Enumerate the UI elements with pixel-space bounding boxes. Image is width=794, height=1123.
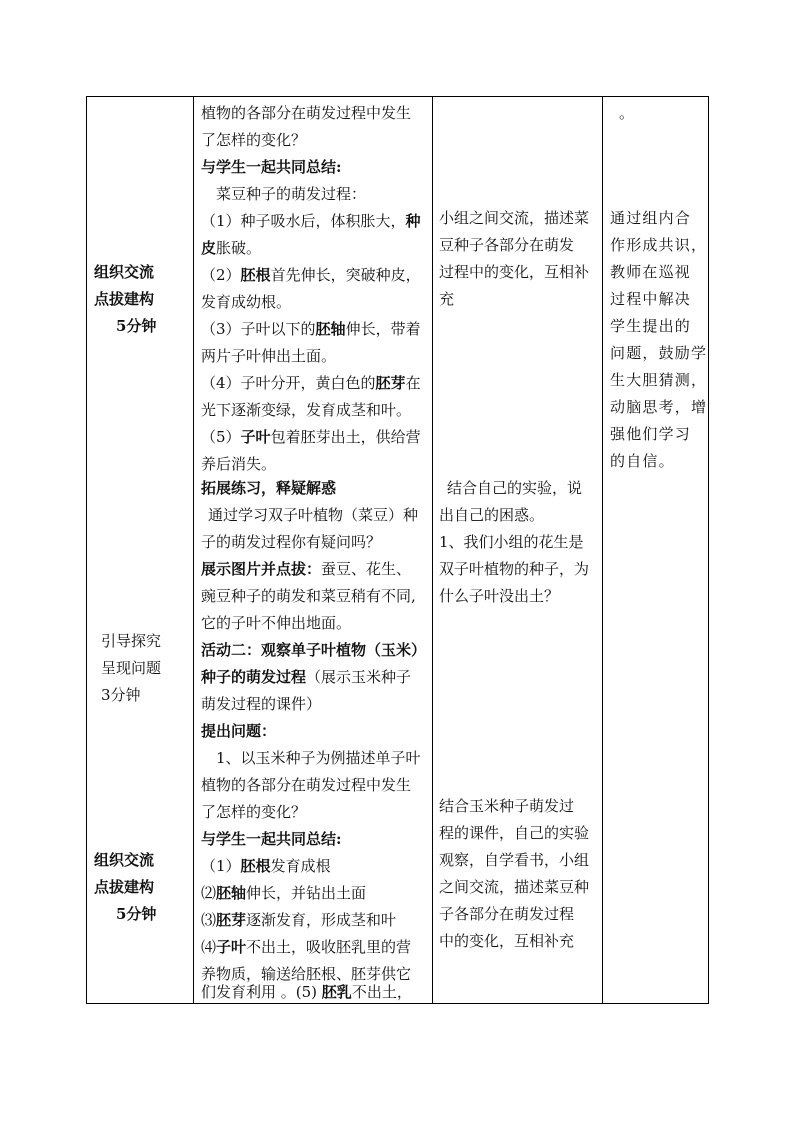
- text-line: 发育成幼根。: [201, 293, 292, 311]
- section-heading: 拓展练习，释疑解惑: [201, 479, 337, 497]
- text-line: 皮胀破。: [201, 239, 262, 257]
- section-heading: 活动二：观察单子叶植物（玉米）: [201, 641, 427, 659]
- text-line: 们发育利用 。(5) 胚乳不出土，: [201, 983, 412, 1001]
- text-line: 豆种子各部分在萌发: [439, 236, 575, 254]
- text-line: 光下逐渐变绿，发育成茎和叶。: [201, 401, 412, 419]
- text-line: （4）子叶分开，黄白色的胚芽在: [201, 374, 421, 392]
- text-line: 养后消失。: [201, 455, 277, 473]
- text-line: 通过组内合: [610, 209, 692, 227]
- text-line: 观察，自学看书，小组: [439, 851, 590, 869]
- section-heading: 与学生一起共同总结:: [201, 830, 342, 848]
- text-line: 植物的各部分在萌发过程中发生: [201, 104, 412, 122]
- text-line: 结合自己的实验，说: [447, 479, 583, 497]
- text-line: ⑵胚轴伸长，并钻出土面: [201, 884, 367, 902]
- text-line: （1）种子吸水后，体积胀大，种: [201, 212, 421, 230]
- text-line: 1、以玉米种子为例描述单子叶: [216, 749, 421, 767]
- column-divider: [193, 97, 194, 1003]
- text-line: 豌豆种子的萌发和菜豆稍有不同,: [201, 587, 416, 605]
- text-line: 。: [619, 104, 636, 122]
- text-line: 的自信。: [610, 452, 675, 470]
- text-line: 充: [439, 290, 455, 308]
- text-line: 教师在巡视: [610, 263, 692, 281]
- text-line: 程的课件，自己的实验: [439, 824, 590, 842]
- text-line: 子的萌发过程你有疑问吗？: [201, 533, 382, 551]
- section-heading: 提出问题：: [201, 722, 277, 740]
- stage-label: 点拔建构: [94, 878, 155, 896]
- text-line: 强他们学习: [610, 425, 692, 443]
- text-line: 过程中的变化，互相补: [439, 263, 590, 281]
- text-line: （5）子叶包着胚芽出土，供给营: [201, 428, 421, 446]
- stage-duration: 5分钟: [116, 317, 157, 335]
- text-line: 学生提出的: [610, 317, 692, 335]
- text-line: 养物质，输送给胚根、胚芽供它: [201, 965, 412, 983]
- text-line: 出自己的困惑。: [439, 506, 545, 524]
- text-line: 它的子叶不伸出地面。: [201, 614, 352, 632]
- column-divider: [602, 97, 603, 1003]
- stage-label: 引导探究: [101, 632, 162, 650]
- text-line: （1）胚根发育成根: [201, 857, 331, 875]
- stage-label: 呈现问题: [101, 659, 162, 677]
- text-line: 中的变化，互相补充: [439, 932, 575, 950]
- text-line: 什么子叶没出土？: [439, 587, 560, 605]
- text-line: 子各部分在萌发过程: [439, 905, 575, 923]
- lesson-table: [86, 96, 709, 1004]
- text-line: 过程中解决: [610, 290, 692, 308]
- text-line: 了怎样的变化？: [201, 803, 307, 821]
- text-line: （2）胚根首先伸长，突破种皮，: [201, 266, 421, 284]
- text-line: 植物的各部分在萌发过程中发生: [201, 776, 412, 794]
- text-line: 通过学习双子叶植物（菜豆）种: [208, 506, 419, 524]
- text-line: ⑶胚芽逐渐发育，形成茎和叶: [201, 911, 397, 929]
- stage-duration: 3分钟: [101, 686, 141, 704]
- stage-label: 组织交流: [94, 263, 155, 281]
- text-line: 两片子叶伸出土面。: [201, 347, 337, 365]
- stage-duration: 5分钟: [116, 905, 157, 923]
- column-divider: [432, 97, 433, 1003]
- text-line: 展示图片并点拔：蚕豆、花生、: [201, 560, 412, 578]
- text-line: 1、我们小组的花生是: [439, 533, 584, 551]
- stage-label: 组织交流: [94, 851, 155, 869]
- text-line: ⑷子叶不出土，吸收胚乳里的营: [201, 938, 412, 956]
- text-line: 双子叶植物的种子，为: [439, 560, 590, 578]
- text-line: 动脑思考，增: [610, 398, 708, 416]
- text-line: 结合玉米种子萌发过: [439, 797, 575, 815]
- text-line: 小组之间交流，描述菜: [439, 209, 590, 227]
- text-line: 菜豆种子的萌发过程：: [216, 185, 367, 203]
- text-line: 生大胆猜测，: [610, 371, 708, 389]
- text-line: 种子的萌发过程（展示玉米种子: [201, 668, 412, 686]
- section-heading: 与学生一起共同总结:: [201, 158, 342, 176]
- text-line: 之间交流，描述菜豆种: [439, 878, 590, 896]
- stage-label: 点拔建构: [94, 290, 155, 308]
- text-line: 了怎样的变化？: [201, 131, 307, 149]
- text-line: 问题，鼓励学: [610, 344, 708, 362]
- text-line: 作形成共识，: [610, 236, 708, 254]
- text-line: （3）子叶以下的胚轴伸长，带着: [201, 320, 421, 338]
- text-line: 萌发过程的课件）: [201, 695, 322, 713]
